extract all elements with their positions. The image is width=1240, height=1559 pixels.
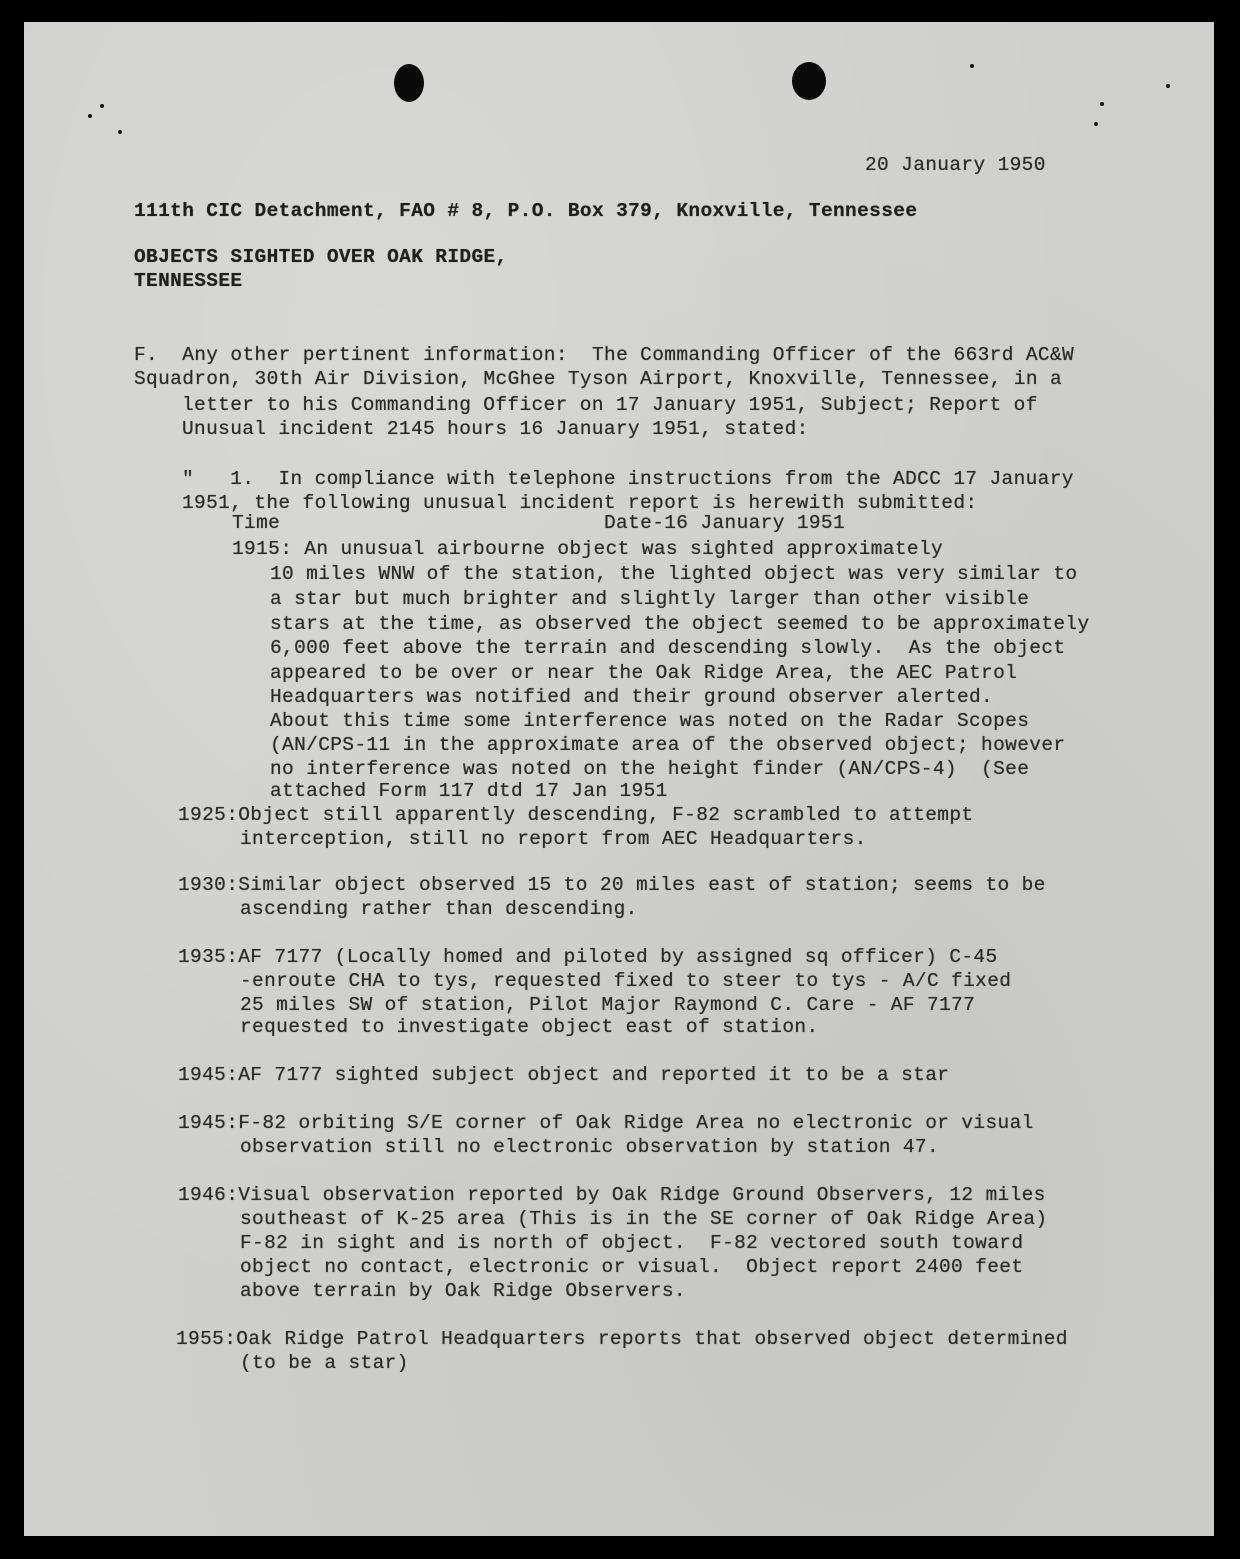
log-entry-line: observation still no electronic observation by station 47. (240, 1136, 940, 1158)
log-entry-line: (AN/CPS-11 in the approximate area of the observed object; however (270, 734, 1066, 756)
subject-line-1: OBJECTS SIGHTED OVER OAK RIDGE, (134, 246, 508, 268)
log-entry-line: 1946:Visual observation reported by Oak Ridge Ground Observers, 12 miles (178, 1184, 1046, 1206)
speck (1100, 102, 1104, 106)
log-entry-line: 1945:AF 7177 sighted subject object and reported it to be a star (178, 1064, 950, 1086)
log-entry-line: 6,000 feet above the terrain and descending slowly. As the object (270, 637, 1066, 659)
paragraph-f-line: letter to his Commanding Officer on 17 January 1951, Subject; Report of (182, 394, 1038, 416)
log-entry-line: appeared to be over or near the Oak Ridge Area, the AEC Patrol (270, 662, 1018, 684)
log-entry-line: About this time some interference was noted on the Radar Scopes (270, 710, 1030, 732)
log-entry-line: 25 miles SW of station, Pilot Major Raymond C. Care - AF 7177 (240, 994, 976, 1016)
log-entry-line: -enroute CHA to tys, requested fixed to steer to tys - A/C fixed (240, 970, 1012, 992)
item-1-line: " 1. In compliance with telephone instructions from the ADCC 17 January (182, 468, 1074, 490)
log-entry-line: F-82 in sight and is north of object. F-82 vectored south toward (240, 1232, 1024, 1254)
punch-hole-left (394, 64, 424, 102)
speck (100, 104, 104, 108)
date-column-label: Date-16 January 1951 (604, 512, 846, 534)
time-column-label: Time (232, 512, 281, 534)
paragraph-f-line: Unusual incident 2145 hours 16 January 1951, stated: (182, 418, 809, 440)
speck (118, 130, 122, 134)
speck (970, 64, 974, 68)
log-entry-line: above terrain by Oak Ridge Observers. (240, 1280, 686, 1302)
item-1-line: 1951, the following unusual incident report is herewith submitted: (182, 492, 978, 514)
subject-line-2: TENNESSEE (134, 270, 243, 292)
document-page (24, 22, 1214, 1536)
log-entry-line: a star but much brighter and slightly larger than other visible (270, 588, 1030, 610)
punch-hole-right (792, 62, 826, 100)
log-entry-line: 1945:F-82 orbiting S/E corner of Oak Ridge Area no electronic or visual (178, 1112, 1034, 1134)
log-entry-line: stars at the time, as observed the object seemed to be approximately (270, 613, 1090, 635)
log-entry-line: 1925:Object still apparently descending, F-82 scrambled to attempt (178, 804, 974, 826)
log-entry-line: (to be a star) (240, 1352, 409, 1374)
speck (1094, 122, 1098, 126)
log-entry-line: 1955:Oak Ridge Patrol Headquarters reports that observed object determined (176, 1328, 1068, 1350)
log-entry-line: interception, still no report from AEC Headquarters. (240, 828, 867, 850)
log-entry-line: 1935:AF 7177 (Locally homed and piloted by assigned sq officer) C-45 (178, 946, 998, 968)
log-entry-line: attached Form 117 dtd 17 Jan 1951 (270, 780, 668, 802)
log-entry-line: 1915: An unusual airbourne object was sighted approximately (232, 538, 944, 560)
unit-header: 111th CIC Detachment, FAO # 8, P.O. Box 379, Knoxville, Tennessee (134, 200, 918, 222)
log-entry-line: object no contact, electronic or visual. Object report 2400 feet (240, 1256, 1024, 1278)
paragraph-f-line: F. Any other pertinent information: The Commanding Officer of the 663rd AC&W (134, 344, 1075, 366)
speck (1166, 84, 1170, 88)
log-entry-line: 10 miles WNW of the station, the lighted object was very similar to (270, 563, 1078, 585)
log-entry-line: no interference was noted on the height finder (AN/CPS-4) (See (270, 758, 1030, 780)
paragraph-f-line: Squadron, 30th Air Division, McGhee Tyson Airport, Knoxville, Tennessee, in a (134, 368, 1062, 390)
document-date: 20 January 1950 (865, 154, 1046, 176)
log-entry-line: Headquarters was notified and their ground observer alerted. (270, 686, 994, 708)
log-entry-line: southeast of K-25 area (This is in the SE corner of Oak Ridge Area) (240, 1208, 1048, 1230)
speck (88, 114, 92, 118)
log-entry-line: 1930:Similar object observed 15 to 20 miles east of station; seems to be (178, 874, 1046, 896)
log-entry-line: requested to investigate object east of station. (240, 1016, 819, 1038)
log-entry-line: ascending rather than descending. (240, 898, 638, 920)
